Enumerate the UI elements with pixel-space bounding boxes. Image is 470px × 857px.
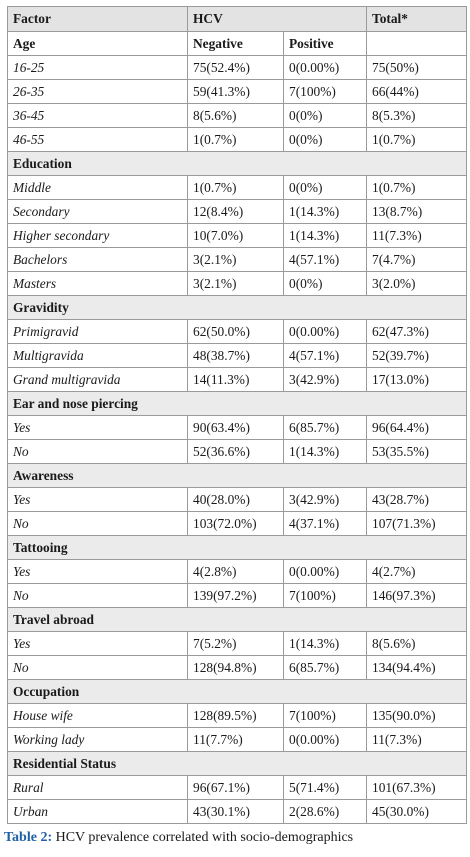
row-label: 16-25 [8,56,188,80]
total-cell [367,32,467,56]
total-cell: 101(67.3%) [367,776,467,800]
negative-cell: 90(63.4%) [188,416,284,440]
table-row [8,704,467,728]
positive-cell: 0(0.00%) [284,320,367,344]
negative-cell: 59(41.3%) [188,80,284,104]
total-cell: 1(0.7%) [367,128,467,152]
section-row [8,392,467,416]
table-row [8,632,467,656]
negative-cell: 103(72.0%) [188,512,284,536]
table-row [8,512,467,536]
negative-cell: 11(7.7%) [188,728,284,752]
row-label: Working lady [8,728,188,752]
section-title: Travel abroad [8,608,467,632]
negative-cell: 10(7.0%) [188,224,284,248]
positive-cell: 6(85.7%) [284,416,367,440]
section-row [8,152,467,176]
negative-cell: 96(67.1%) [188,776,284,800]
row-label: No [8,656,188,680]
table-row [8,128,467,152]
section-title: Education [8,152,467,176]
section-title: Residential Status [8,752,467,776]
table-row [8,344,467,368]
table-row [8,80,467,104]
header-hcv: HCV [188,7,284,32]
positive-cell: 3(42.9%) [284,368,367,392]
total-cell: 134(94.4%) [367,656,467,680]
total-cell: 96(64.4%) [367,416,467,440]
table-row [8,176,467,200]
section-row [8,608,467,632]
total-cell: 107(71.3%) [367,512,467,536]
negative-cell: 3(2.1%) [188,272,284,296]
total-cell: 7(4.7%) [367,248,467,272]
positive-cell: 7(100%) [284,704,367,728]
row-label: No [8,512,188,536]
table-row [8,560,467,584]
data-table-container [7,6,466,824]
table-row [8,728,467,752]
total-cell: 43(28.7%) [367,488,467,512]
total-cell: 11(7.3%) [367,224,467,248]
row-label: Secondary [8,200,188,224]
table-row [8,104,467,128]
caption-text: HCV prevalence correlated with socio-demographics [55,830,354,845]
positive-cell: 0(0.00%) [284,56,367,80]
negative-cell: 1(0.7%) [188,176,284,200]
table-row [8,56,467,80]
total-cell: 45(30.0%) [367,800,467,824]
negative-cell: 43(30.1%) [188,800,284,824]
total-cell: 135(90.0%) [367,704,467,728]
row-label: Yes [8,632,188,656]
table-row [8,320,467,344]
total-cell: 13(8.7%) [367,200,467,224]
positive-cell: 5(71.4%) [284,776,367,800]
header-total: Total* [367,7,467,32]
negative-cell: 12(8.4%) [188,200,284,224]
negative-cell: 7(5.2%) [188,632,284,656]
total-cell: 8(5.6%) [367,632,467,656]
table-header-row [8,7,467,32]
negative-cell: 62(50.0%) [188,320,284,344]
row-label: 46-55 [8,128,188,152]
negative-cell: Negative [188,32,284,56]
row-label: Yes [8,488,188,512]
section-title: Occupation [8,680,467,704]
row-label: Primigravid [8,320,188,344]
table-row [8,416,467,440]
positive-cell: 3(42.9%) [284,488,367,512]
total-cell: 146(97.3%) [367,584,467,608]
positive-cell: 0(0%) [284,104,367,128]
table-row [8,224,467,248]
table-row [8,368,467,392]
total-cell: 1(0.7%) [367,176,467,200]
total-cell: 75(50%) [367,56,467,80]
table-row [8,800,467,824]
total-cell: 8(5.3%) [367,104,467,128]
negative-cell: 3(2.1%) [188,248,284,272]
row-label: Urban [8,800,188,824]
positive-cell: 1(14.3%) [284,440,367,464]
total-cell: 11(7.3%) [367,728,467,752]
positive-cell: 1(14.3%) [284,200,367,224]
negative-cell: 128(89.5%) [188,704,284,728]
positive-cell: 0(0.00%) [284,560,367,584]
positive-cell: 0(0%) [284,128,367,152]
total-cell: 17(13.0%) [367,368,467,392]
section-title: Ear and nose piercing [8,392,467,416]
negative-cell: 48(38.7%) [188,344,284,368]
row-label: 36-45 [8,104,188,128]
positive-cell: 7(100%) [284,584,367,608]
row-label: Middle [8,176,188,200]
positive-cell: 1(14.3%) [284,224,367,248]
negative-cell: 139(97.2%) [188,584,284,608]
data-table [7,6,467,824]
section-title: Awareness [8,464,467,488]
caption-tag: Table 2: [4,830,53,845]
table-row [8,776,467,800]
table-body [8,32,467,824]
total-cell: 62(47.3%) [367,320,467,344]
negative-cell: 14(11.3%) [188,368,284,392]
row-label: Bachelors [8,248,188,272]
section-row [8,296,467,320]
total-cell: 3(2.0%) [367,272,467,296]
positive-cell: 0(0%) [284,272,367,296]
positive-cell: 2(28.6%) [284,800,367,824]
table-row [8,656,467,680]
header-factor: Factor [8,7,188,32]
negative-cell: 8(5.6%) [188,104,284,128]
negative-cell: 4(2.8%) [188,560,284,584]
positive-cell: 4(37.1%) [284,512,367,536]
table-row [8,272,467,296]
total-cell: 4(2.7%) [367,560,467,584]
negative-cell: 75(52.4%) [188,56,284,80]
row-label: Yes [8,416,188,440]
row-label: Age [8,32,188,56]
table-row [8,584,467,608]
positive-cell: 4(57.1%) [284,344,367,368]
positive-cell: 7(100%) [284,80,367,104]
row-label: Rural [8,776,188,800]
subheader-row [8,32,467,56]
table-row [8,248,467,272]
row-label: Higher secondary [8,224,188,248]
total-cell: 53(35.5%) [367,440,467,464]
positive-cell: 6(85.7%) [284,656,367,680]
row-label: No [8,440,188,464]
table-row [8,440,467,464]
row-label: Multigravida [8,344,188,368]
section-title: Tattooing [8,536,467,560]
section-row [8,680,467,704]
positive-cell: 4(57.1%) [284,248,367,272]
row-label: No [8,584,188,608]
table-row [8,488,467,512]
section-row [8,752,467,776]
positive-cell: 0(0.00%) [284,728,367,752]
negative-cell: 40(28.0%) [188,488,284,512]
row-label: Masters [8,272,188,296]
positive-cell: Positive [284,32,367,56]
section-title: Gravidity [8,296,467,320]
row-label: House wife [8,704,188,728]
table-row [8,200,467,224]
positive-cell: 1(14.3%) [284,632,367,656]
row-label: 26-35 [8,80,188,104]
negative-cell: 52(36.6%) [188,440,284,464]
section-row [8,536,467,560]
header-blank [284,7,367,32]
positive-cell: 0(0%) [284,176,367,200]
total-cell: 52(39.7%) [367,344,467,368]
negative-cell: 1(0.7%) [188,128,284,152]
section-row [8,464,467,488]
row-label: Yes [8,560,188,584]
table-caption [4,830,353,846]
row-label: Grand multigravida [8,368,188,392]
negative-cell: 128(94.8%) [188,656,284,680]
total-cell: 66(44%) [367,80,467,104]
